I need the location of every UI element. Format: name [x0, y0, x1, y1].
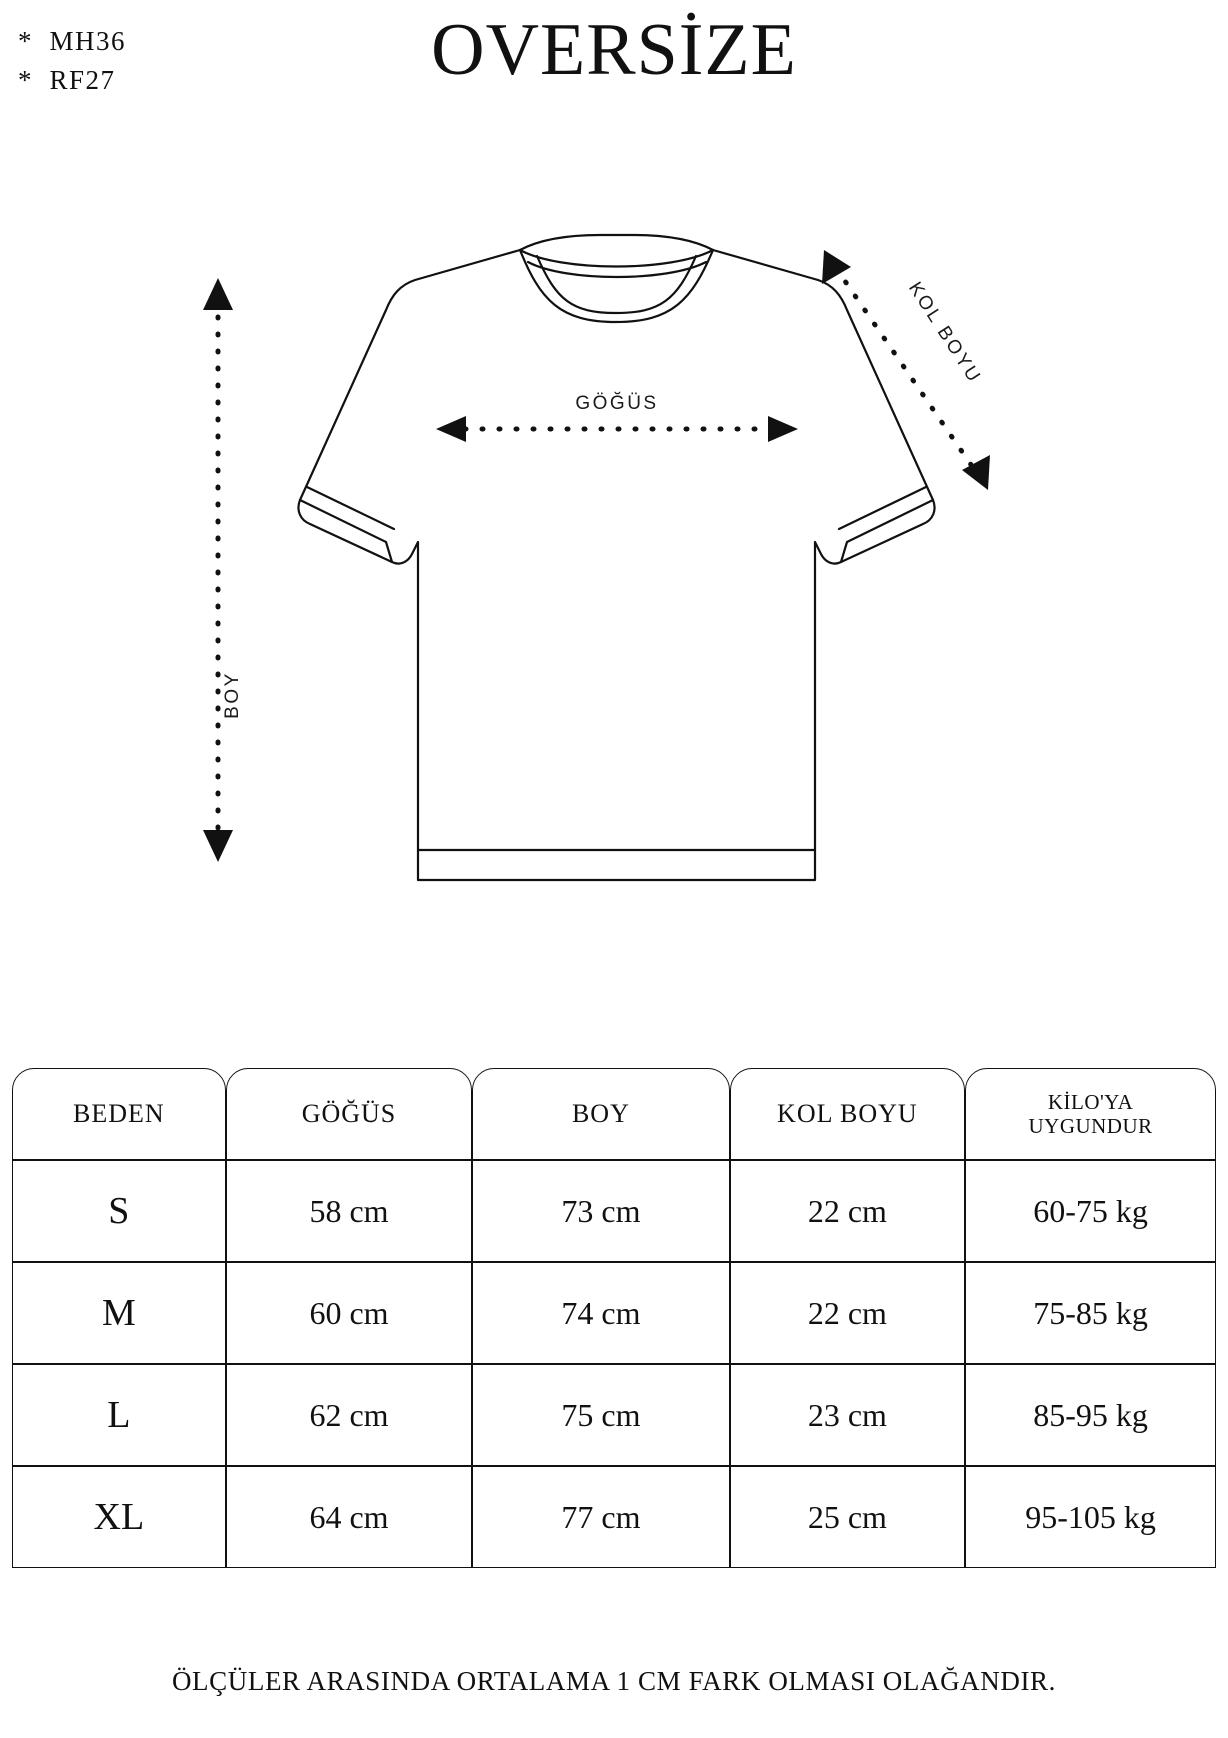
cell-size: S — [12, 1160, 226, 1262]
footnote: ÖLÇÜLER ARASINDA ORTALAMA 1 CM FARK OLMASI OLAĞANDIR. — [171, 1666, 1057, 1696]
length-measure-arrow — [203, 278, 233, 862]
column-header-length: BOY — [472, 1068, 729, 1160]
column-header-weight-line1: KİLO'YA — [1047, 1089, 1134, 1114]
size-table-container — [12, 1068, 1216, 1568]
cell-chest: 58 cm — [226, 1160, 472, 1262]
size-table — [12, 1068, 1216, 1568]
chest-measure-arrow — [436, 416, 798, 442]
cell-chest: 62 cm — [226, 1364, 472, 1466]
cell-weight: 95-105 kg — [965, 1466, 1216, 1568]
sleeve-label: KOL BOYU — [904, 278, 986, 388]
cell-chest: 64 cm — [226, 1466, 472, 1568]
column-header-chest: GÖĞÜS — [226, 1068, 472, 1160]
cell-weight: 85-95 kg — [965, 1364, 1216, 1466]
table-row — [12, 1466, 1216, 1568]
chest-label: GÖĞÜS — [575, 393, 659, 414]
table-row — [12, 1262, 1216, 1364]
product-code-2: * RF27 — [18, 65, 116, 96]
cell-size: L — [12, 1364, 226, 1466]
cell-weight: 60-75 kg — [965, 1160, 1216, 1262]
cell-size: XL — [12, 1466, 226, 1568]
table-row — [12, 1364, 1216, 1466]
tshirt-diagram — [0, 150, 1228, 950]
column-header-sleeve: KOL BOYU — [730, 1068, 966, 1160]
cell-weight: 75-85 kg — [965, 1262, 1216, 1364]
column-header-weight — [965, 1068, 1216, 1160]
table-header-row — [12, 1068, 1216, 1160]
cell-length: 77 cm — [472, 1466, 729, 1568]
cell-length: 73 cm — [472, 1160, 729, 1262]
product-code-1: * MH36 — [18, 26, 127, 56]
cell-sleeve: 25 cm — [730, 1466, 966, 1568]
page-title: OVERSİZE — [431, 9, 797, 91]
cell-sleeve: 22 cm — [730, 1262, 966, 1364]
cell-sleeve: 22 cm — [730, 1160, 966, 1262]
cell-size: M — [12, 1262, 226, 1364]
column-header-size: BEDEN — [12, 1068, 226, 1160]
cell-length: 75 cm — [472, 1364, 729, 1466]
length-label: BOY — [222, 671, 243, 719]
table-row — [12, 1160, 1216, 1262]
cell-sleeve: 23 cm — [730, 1364, 966, 1466]
cell-chest: 60 cm — [226, 1262, 472, 1364]
column-header-weight-line2: UYGUNDUR — [1028, 1114, 1153, 1138]
cell-length: 74 cm — [472, 1262, 729, 1364]
